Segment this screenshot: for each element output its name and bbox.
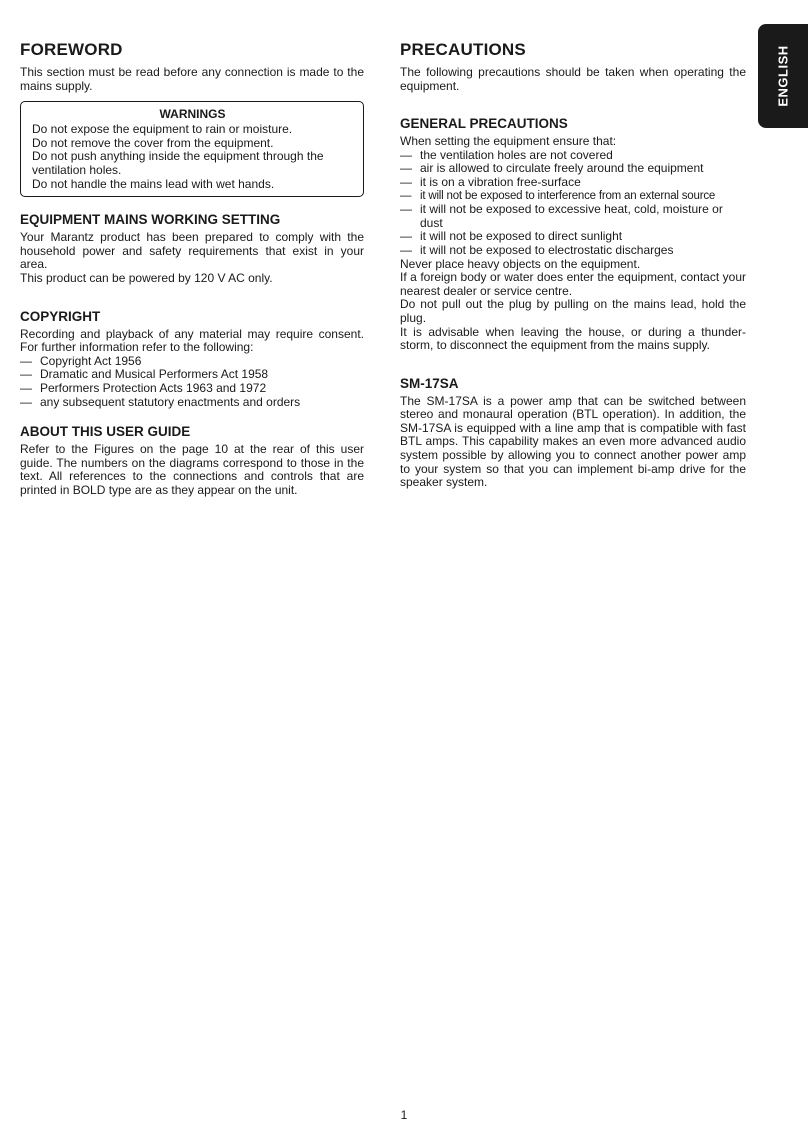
copyright-text: Recording and playback of any material may require consent. For further information refer to the following: (20, 326, 364, 355)
precaution-note: If a foreign body or water does enter the equipment, contact your nearest dealer or service centre. (400, 270, 746, 298)
general-precautions-list (400, 149, 746, 258)
warning-line: Do not push anything inside the equipment through the ventilation holes. (32, 149, 324, 177)
sm17sa-text: The SM-17SA is a power amp that can be switched between stereo and monaural operation (BTL operation). In addition, the SM-17SA is equipped with a line amp that is compatible with fast BTL amps. This capability makes an even more advanced audio system possible by allowing you to connect another power amp to your system so that you can implement bi-amp drive for the speaker system. (400, 393, 746, 490)
general-precautions-section (400, 115, 746, 353)
list-item: — it will not be exposed to direct sunlight (400, 230, 746, 244)
precautions-title: PRECAUTIONS (400, 40, 526, 59)
list-item: — Copyright Act 1956 (20, 355, 364, 369)
list-item: — it will not be exposed to electrostatic discharges (400, 244, 746, 258)
warnings-title: WARNINGS (159, 107, 226, 122)
mains-voltage-text: This product can be powered by 120 V AC only. (20, 270, 273, 285)
left-column (20, 40, 364, 511)
foreword-title: FOREWORD (20, 40, 123, 59)
general-precautions-title: GENERAL PRECAUTIONS (400, 116, 568, 132)
list-item: — air is allowed to circulate freely around the equipment (400, 162, 746, 176)
warning-line: Do not remove the cover from the equipment. (32, 135, 274, 150)
copyright-section (20, 308, 364, 410)
page-number: 1 (400, 1108, 408, 1122)
warning-line: Do not handle the mains lead with wet hands. (32, 176, 275, 191)
copyright-list (20, 355, 364, 409)
precaution-note: It is advisable when leaving the house, or during a thunder-storm, to disconnect the equipment from the mains supply. (400, 324, 746, 353)
list-item: — it will not be exposed to excessive heat, cold, moisture or dust (400, 203, 746, 230)
foreword-section (20, 40, 364, 197)
mains-text: Your Marantz product has been prepared to comply with the household power and safety requirements that exist in your area. (20, 230, 364, 272)
list-item: — it is on a vibration free-surface (400, 176, 746, 190)
warning-line: Do not expose the equipment to rain or moisture. (32, 122, 293, 137)
right-column (400, 40, 746, 504)
mains-section (20, 211, 364, 285)
list-item: — Performers Protection Acts 1963 and 1972 (20, 382, 364, 396)
foreword-intro: This section must be read before any connection is made to the mains supply. (20, 65, 364, 93)
mains-title: EQUIPMENT MAINS WORKING SETTING (20, 212, 281, 228)
precautions-section (400, 40, 746, 93)
list-item: — any subsequent statutory enactments and orders (20, 396, 364, 410)
precaution-note: Never place heavy objects on the equipment. (400, 256, 641, 271)
warnings-box (20, 101, 364, 197)
list-item: — Dramatic and Musical Performers Act 1958 (20, 368, 364, 382)
about-title: ABOUT THIS USER GUIDE (20, 424, 191, 440)
precaution-note: Do not pull out the plug by pulling on the mains lead, hold the plug. (400, 297, 746, 325)
list-item: — it will not be exposed to interference from an external source (400, 190, 746, 204)
language-tab (758, 24, 808, 128)
precautions-intro: The following precautions should be taken when operating the equipment. (400, 65, 746, 93)
list-item: — the ventilation holes are not covered (400, 149, 746, 163)
general-precautions-lead: When setting the equipment ensure that: (400, 134, 617, 149)
copyright-title: COPYRIGHT (20, 308, 101, 324)
sm17sa-section (400, 375, 746, 490)
about-text: Refer to the Figures on the page 10 at the rear of this user guide. The numbers on the diagrams correspond to those in the text. All references to the connections and controls that are printed in BOLD type are as they appear on the unit. (20, 442, 364, 497)
language-tab-label: ENGLISH (775, 45, 791, 107)
sm17sa-title: SM-17SA (400, 375, 459, 391)
about-section (20, 423, 364, 497)
